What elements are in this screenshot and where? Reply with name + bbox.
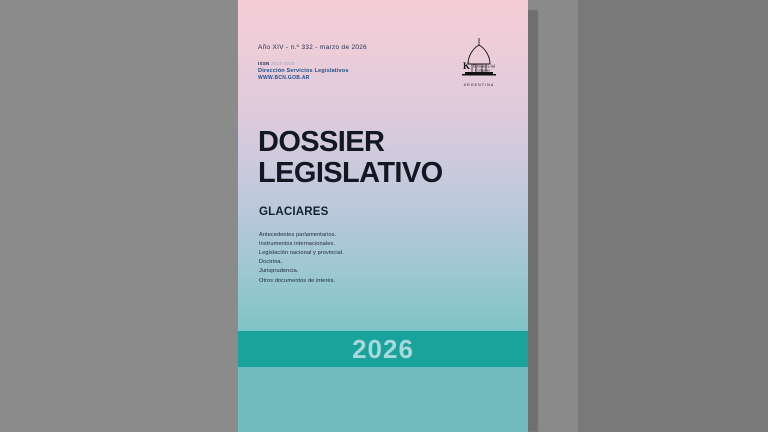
list-item: Antecedentes parlamentarios. [259, 232, 337, 238]
issn-label: ISSN [258, 61, 270, 66]
list-item: Instrumentos internacionales. [259, 241, 335, 248]
list-item: Jurisprudencia. [259, 268, 299, 275]
title-line-2: LEGISLATIVO [258, 157, 443, 190]
year-band [238, 331, 528, 367]
svg-text:K: K [463, 61, 471, 71]
list-item: Doctrina. [259, 259, 283, 266]
year-label: 2026 [352, 334, 414, 364]
subject-heading: GLACIARES [259, 206, 329, 218]
backdrop-right [578, 0, 768, 432]
backdrop-left [0, 0, 238, 432]
issn-number: 2514-3215 [271, 61, 295, 66]
list-item: Otros documentos de interés. [259, 277, 336, 284]
document-cover [238, 0, 528, 432]
website-url: WWW.BCN.GOB.AR [258, 75, 310, 81]
library-congress-logo-icon [452, 36, 506, 90]
page-title [258, 128, 508, 188]
cover-masthead [258, 44, 438, 81]
title-line-1: DOSSIER [258, 126, 385, 158]
logo-caption: ARGENTINA [463, 83, 495, 87]
organization-name: Dirección Servicios Legislativos [258, 67, 349, 74]
bottom-band [238, 367, 528, 432]
issn-line [258, 61, 438, 66]
svg-text:Congreso: Congreso [475, 67, 491, 73]
issue-line: Año XIV - n.º 332 - marzo de 2026 [258, 44, 368, 51]
cover-content [238, 0, 528, 432]
list-item: Legislación nacional y provincial. [259, 250, 344, 257]
contents-list [259, 231, 459, 286]
svg-text:Biblioteca del: Biblioteca del [473, 63, 496, 69]
